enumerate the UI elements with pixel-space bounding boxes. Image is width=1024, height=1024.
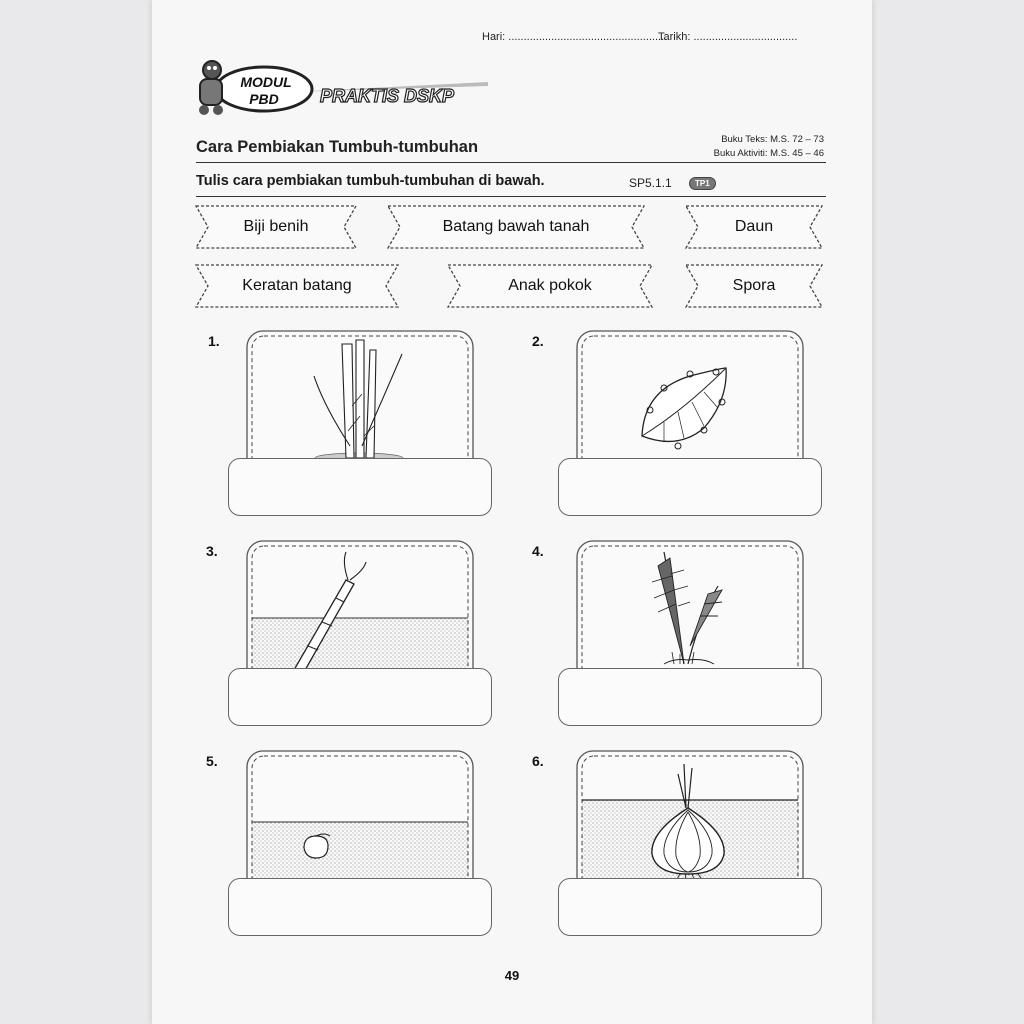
option-tag: Spora [684, 263, 824, 309]
question-number: 1. [208, 333, 220, 349]
answer-box[interactable] [228, 878, 492, 936]
question-number: 4. [532, 543, 544, 559]
question-number: 6. [532, 753, 544, 769]
option-tag: Keratan batang [194, 263, 400, 309]
divider [196, 162, 826, 163]
standard-code: SP5.1.1 [629, 176, 672, 190]
tarikh-field: Tarikh: .................................. [658, 31, 798, 43]
buku-aktiviti-ref: Buku Aktiviti: M.S. 45 – 46 [713, 148, 824, 159]
option-tag: Batang bawah tanah [386, 204, 646, 250]
option-tag: Anak pokok [446, 263, 654, 309]
leaf-plantlets-icon [634, 360, 734, 456]
stem-cutting-icon [286, 550, 386, 672]
onion-bulb-icon [640, 762, 736, 886]
page-number: 49 [504, 968, 520, 983]
answer-box[interactable] [558, 878, 822, 936]
question-number: 3. [206, 543, 218, 559]
tp-badge: TP1 [689, 177, 716, 190]
question-card-4 [576, 540, 804, 735]
answer-box[interactable] [558, 668, 822, 726]
section-title: Cara Pembiakan Tumbuh-tumbuhan [196, 138, 479, 156]
answer-box[interactable] [228, 458, 492, 516]
option-tag: Biji benih [194, 204, 358, 250]
buku-teks-ref: Buku Teks: M.S. 72 – 73 [721, 134, 824, 145]
question-number: 5. [206, 753, 218, 769]
worksheet-page [152, 0, 872, 1024]
question-card-2 [576, 330, 804, 525]
question-card-6 [576, 750, 804, 945]
question-card-1 [246, 330, 474, 525]
logo-pbd: PBD [249, 91, 279, 107]
bamboo-shoots-icon [304, 336, 414, 464]
answer-box[interactable] [228, 668, 492, 726]
seed-icon [300, 832, 334, 860]
fern-icon [644, 546, 734, 670]
hari-field: Hari: .................................................... [482, 31, 668, 43]
option-tag: Daun [684, 204, 824, 250]
instruction-text: Tulis cara pembiakan tumbuh-tumbuhan di bawah. [196, 173, 545, 189]
question-card-5 [246, 750, 474, 945]
logo-modul: MODUL [240, 74, 292, 90]
question-card-3 [246, 540, 474, 735]
question-number: 2. [532, 333, 544, 349]
divider [196, 196, 826, 197]
answer-box[interactable] [558, 458, 822, 516]
modul-pbd-logo [192, 52, 492, 122]
logo-banner: PRAKTIS DSKP [320, 86, 455, 106]
